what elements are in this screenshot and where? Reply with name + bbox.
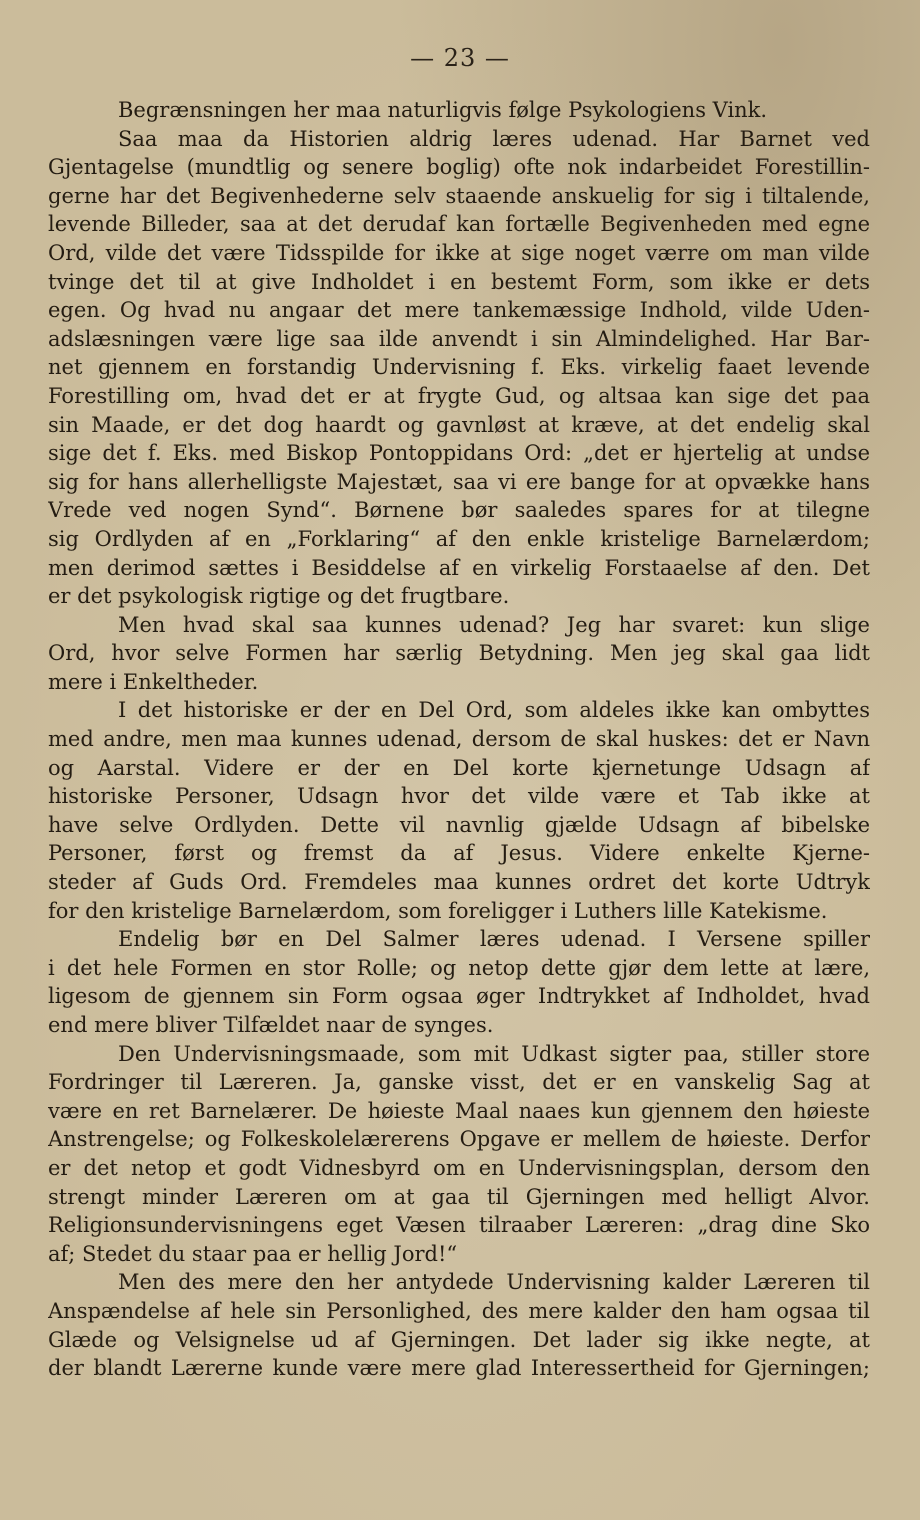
text-line: Religionsundervisningens eget Væsen tilraaber Læreren: „drag dine Sko — [48, 1213, 870, 1238]
text-line: være en ret Barnelærer. De høieste Maal naaes kun gjennem den høieste — [48, 1098, 870, 1123]
text-line: med andre, men maa kunnes udenad, dersom de skal huskes: det er Navn — [48, 727, 870, 752]
text-line: tvinge det til at give Indholdet i en bestemt Form, som ikke er dets — [48, 269, 870, 294]
text-line: Glæde og Velsignelse ud af Gjerningen. Det lader sig ikke negte, at — [48, 1327, 870, 1352]
text-line: strengt minder Læreren om at gaa til Gjerningen med helligt Alvor. — [48, 1184, 870, 1209]
text-line: have selve Ordlyden. Dette vil navnlig gjælde Udsagn af bibelske — [48, 812, 870, 837]
text-line: Ord, hvor selve Formen har særlig Betydning. Men jeg skal gaa lidt — [48, 641, 870, 666]
text-line: i det hele Formen en stor Rolle; og netop dette gjør dem lette at lære, — [48, 955, 870, 980]
text-line: Gjentagelse (mundtlig og senere boglig) ofte nok indarbeidet Forestillin- — [48, 155, 870, 180]
text-line: Vrede ved nogen Synd“. Børnene bør saaledes spares for at tilegne — [48, 498, 870, 523]
text-line: Saa maa da Historien aldrig læres udenad. Har Barnet ved — [118, 126, 870, 151]
text-line: historiske Personer, Udsagn hvor det vilde være et Tab ikke at — [48, 784, 870, 809]
text-line: sig Ordlyden af en „Forklaring“ af den enkle kristelige Barnelærdom; — [48, 526, 870, 551]
text-line: er det psykologisk rigtige og det frugtbare. — [48, 584, 510, 609]
text-line: levende Billeder, saa at det derudaf kan fortælle Begivenheden med egne — [48, 212, 870, 237]
text-line: Forestilling om, hvad det er at frygte Gud, og altsaa kan sige det paa — [48, 383, 870, 408]
text-line: Anstrengelse; og Folkeskolelærerens Opgave er mellem de høieste. Derfor — [48, 1127, 870, 1152]
text-line: Ord, vilde det være Tidsspilde for ikke at sige noget værre om man vilde — [48, 240, 870, 265]
body-text — [48, 96, 870, 1383]
text-line: net gjennem en forstandig Undervisning f. Eks. virkelig faaet levende — [48, 355, 870, 380]
text-line: Personer, først og fremst da af Jesus. Videre enkelte Kjerne- — [48, 841, 870, 866]
text-line: sin Maade, er det dog haardt og gavnløst at kræve, at det endelig skal — [48, 412, 870, 437]
text-line: Den Undervisningsmaade, som mit Udkast sigter paa, stiller store — [118, 1041, 870, 1066]
text-line: Men hvad skal saa kunnes udenad? Jeg har svaret: kun slige — [118, 612, 870, 637]
text-line: Fordringer til Læreren. Ja, ganske visst, det er en vanskelig Sag at — [48, 1070, 870, 1095]
text-line: end mere bliver Tilfældet naar de synges. — [48, 1013, 494, 1037]
text-line: ligesom de gjennem sin Form ogsaa øger Indtrykket af Indholdet, hvad — [48, 984, 870, 1009]
text-line: af; Stedet du staar paa er hellig Jord!“ — [48, 1241, 458, 1266]
text-line: men derimod sættes i Besiddelse af en virkelig Forstaaelse af den. Det — [48, 555, 870, 580]
page-number: — 23 — — [410, 44, 510, 72]
text-line: er det netop et godt Vidnesbyrd om en Undervisningsplan, dersom den — [48, 1155, 870, 1180]
text-line: I det historiske er der en Del Ord, som aldeles ikke kan ombyttes — [118, 698, 870, 723]
text-line: gerne har det Begivenhederne selv staaende anskuelig for sig i tiltalende, — [48, 183, 870, 208]
text-line: der blandt Lærerne kunde være mere glad Interessertheid for Gjerningen; — [48, 1356, 870, 1381]
text-line: Anspændelse af hele sin Personlighed, des mere kalder den ham ogsaa til — [48, 1298, 870, 1323]
text-line: sige det f. Eks. med Biskop Pontoppidans Ord: „det er hjertelig at undse — [48, 441, 870, 466]
text-line: for den kristelige Barnelærdom, som foreligger i Luthers lille Katekisme. — [48, 898, 828, 923]
text-line: Men des mere den her antydede Undervisning kalder Læreren til — [118, 1270, 870, 1295]
text-line: sig for hans allerhelligste Majestæt, saa vi ere bange for at opvække hans — [48, 469, 870, 494]
text-line: egen. Og hvad nu angaar det mere tankemæssige Indhold, vilde Uden- — [48, 298, 870, 323]
text-line: Endelig bør en Del Salmer læres udenad. I Versene spiller — [118, 927, 870, 952]
text-line: adslæsningen være lige saa ilde anvendt i sin Almindelighed. Har Bar- — [48, 326, 870, 351]
text-line: Begrænsningen her maa naturligvis følge Psykologiens Vink. — [118, 98, 768, 122]
text-line: steder af Guds Ord. Fremdeles maa kunnes ordret det korte Udtryk — [48, 870, 870, 895]
text-line: mere i Enkeltheder. — [48, 669, 259, 694]
text-line: og Aarstal. Videre er der en Del korte kjernetunge Udsagn af — [48, 755, 870, 780]
